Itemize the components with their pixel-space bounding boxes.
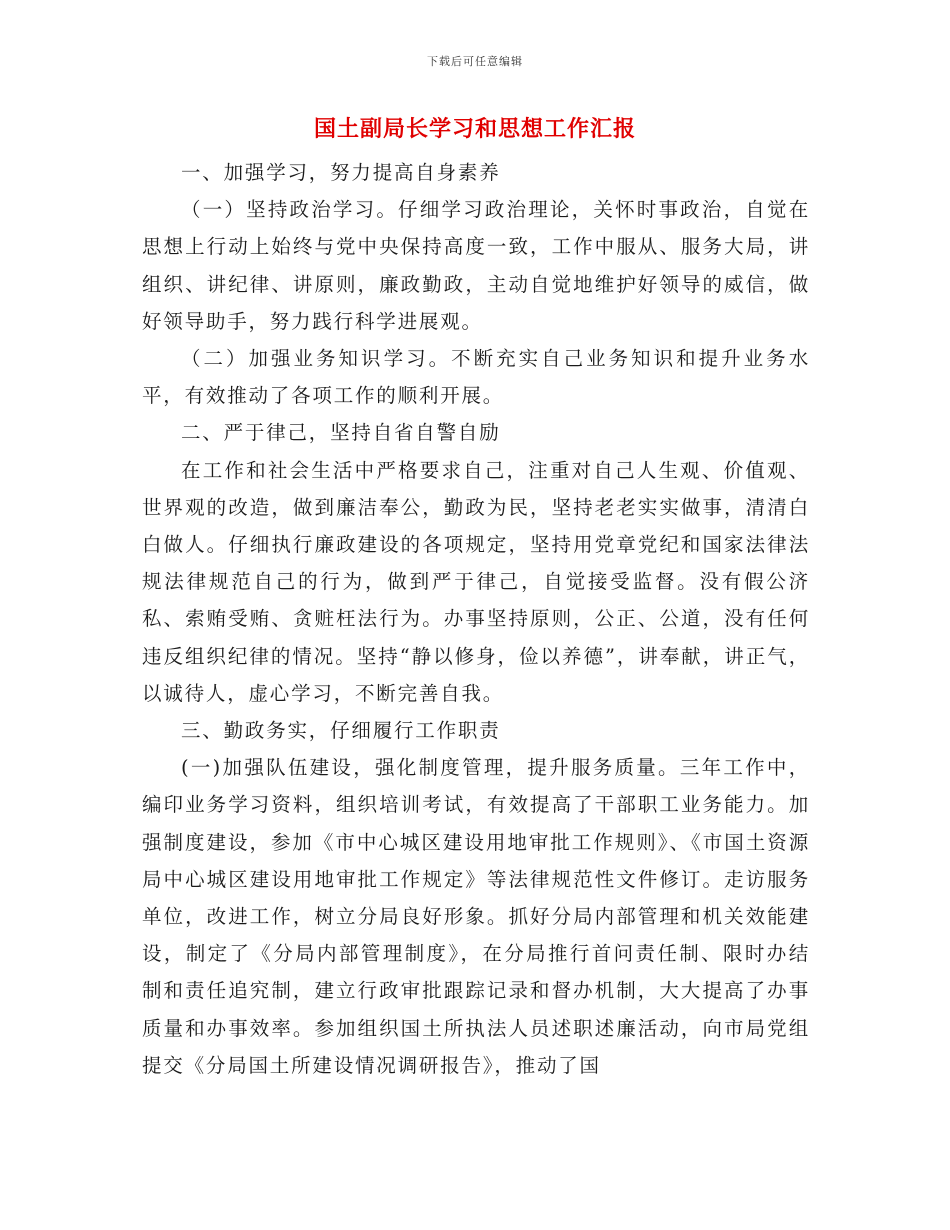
section-heading-1: 一、加强学习，努力提高自身素养 [181, 161, 501, 184]
paragraph: （一）坚持政治学习。仔细学习政治理论，关怀时事政治，自觉在思想上行动上始终与党中央保持高度一致，工作中服从、服务大局，讲组织、讲纪律、讲原则，廉政勤政，主动自觉地维护好领导的威信，做好领导助手，努力践行科学进展观。 [142, 198, 810, 333]
section-heading-2: 二、严于律己，坚持自省自警自励 [181, 421, 501, 445]
document-title: 国土副局长学习和思想工作汇报 [313, 116, 636, 142]
paragraph: 在工作和社会生活中严格要求自己，注重对自己人生观、价值观、世界观的改造，做到廉洁奉公，勤政为民，坚持老老实实做事，清清白白做人。仔细执行廉政建设的各项规定，坚持用党章党纪和国家法律法规法律规范自己的行为，做到严于律己，自觉接受监督。没有假公济私、索贿受贿、贪赃枉法行为。办事坚持原则，公正、公道，没有任何违反组织纪律的情况。坚持“静以修身，俭以养德”，讲奉献，讲正气，以诚待人，虚心学习，不断完善自我。 [142, 458, 810, 705]
paragraph: （二）加强业务知识学习。不断充实自己业务知识和提升业务水平，有效推动了各项工作的顺利开展。 [142, 347, 810, 408]
page-header-note: 下载后可任意编辑 [427, 55, 523, 68]
paragraph: (一)加强队伍建设，强化制度管理，提升服务质量。三年工作中，编印业务学习资料，组织培训考试，有效提高了干部职工业务能力。加强制度建设，参加《市中心城区建设用地审批工作规则》、《市国土资源局中心城区建设用地审批工作规定》等法律规范性文件修订。走访服务单位，改进工作，树立分局良好形象。抓好分局内部管理和机关效能建设，制定了《分局内部管理制度》，在分局推行首问责任制、限时办结制和责任追究制，建立行政审批跟踪记录和督办机制，大大提高了办事质量和办事效率。参加组织国土所执法人员述职述廉活动，向市局党组提交《分局国土所建设情况调研报告》，推动了国 [142, 756, 810, 1077]
document-body [142, 154, 810, 1084]
section-heading-3: 三、勤政务实，仔细履行工作职责 [181, 719, 501, 743]
